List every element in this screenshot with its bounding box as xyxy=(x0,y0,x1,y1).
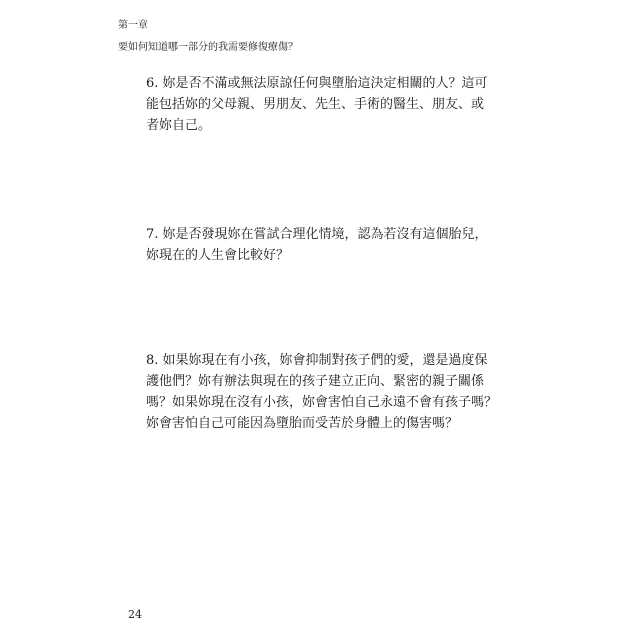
question-6 xyxy=(146,73,486,136)
question-line: 護他們？妳有辦法與現在的孩子建立正向、緊密的親子關係 xyxy=(146,374,485,389)
question-line: 嗎？如果妳現在沒有小孩，妳會害怕自己永遠不會有孩子嗎？ xyxy=(146,395,498,410)
question-8 xyxy=(146,350,498,434)
chapter-subtitle: 要如何知道哪一部分的我需要修復療傷？ xyxy=(118,42,298,53)
question-line: 8. 如果妳現在有小孩，妳會抑制對孩子們的愛，還是過度保 xyxy=(146,353,488,368)
question-line: 者妳自己。 xyxy=(146,118,212,133)
question-line: 妳會害怕自己可能因為墮胎而受苦於身體上的傷害嗎？ xyxy=(146,416,459,431)
question-line: 妳現在的人生會比較好？ xyxy=(146,248,290,263)
chapter-label: 第一章 xyxy=(118,20,148,31)
question-line: 7. 妳是否發現妳在嘗試合理化情境，認為若沒有這個胎兒， xyxy=(146,227,488,242)
question-line: 能包括妳的父母親、男朋友、先生、手術的醫生、朋友、或 xyxy=(146,97,485,112)
question-7 xyxy=(146,224,486,266)
question-line: 6. 妳是否不滿或無法原諒任何與墮胎這決定相關的人？這可 xyxy=(146,76,488,91)
page-number: 24 xyxy=(128,608,142,621)
